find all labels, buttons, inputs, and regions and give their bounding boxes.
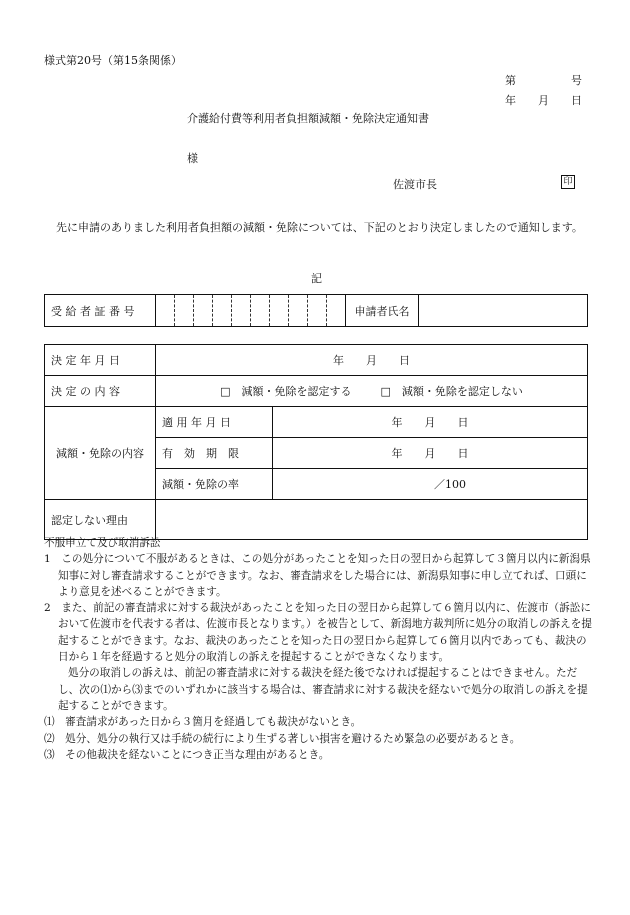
body-text: 先に申請のありました利用者負担額の減額・免除については、下記のとおり決定しましたので通知します。 xyxy=(56,221,583,234)
recipient-id-digit[interactable] xyxy=(232,295,251,327)
document-title: 介護給付費等利用者負担額減額・免除決定通知書 xyxy=(187,112,429,125)
recipient-id-digit[interactable] xyxy=(289,295,308,327)
rate-value[interactable]: ／100 xyxy=(273,469,588,500)
appeal-notice xyxy=(44,535,592,763)
form-number: 様式第20号（第15条関係） xyxy=(44,54,182,67)
applicant-name-field[interactable] xyxy=(419,295,588,327)
valid-period-value[interactable]: 年 月 日 xyxy=(273,438,588,469)
notice-sub-2: ⑵ 処分、処分の執行又は手続の続行により生ずる著しい損害を避けるため緊急の必要があるとき。 xyxy=(44,732,521,745)
decision-content-label: 決 定 の 内 容 xyxy=(45,376,156,407)
notice-sub-1: ⑴ 審査請求があった日から３箇月を経過しても裁決がないとき。 xyxy=(44,716,362,729)
recipient-id-digit[interactable] xyxy=(156,295,175,327)
recipient-id-label: 受 給 者 証 番 号 xyxy=(45,295,156,327)
recipient-id-digit[interactable] xyxy=(308,295,327,327)
rate-label: 減額・免除の率 xyxy=(156,469,273,500)
ki-heading: 記 xyxy=(311,272,322,285)
decision-date-label: 決 定 年 月 日 xyxy=(45,345,156,376)
decision-content-options xyxy=(156,376,588,407)
valid-period-label: 有 効 期 限 xyxy=(156,438,273,469)
recipient-id-digit[interactable] xyxy=(213,295,232,327)
recipient-id-digit[interactable] xyxy=(270,295,289,327)
decision-table xyxy=(44,344,588,540)
reason-label: 認定しない理由 xyxy=(45,500,156,540)
notice-item-1: 1 この処分について不服があるときは、この処分があったことを知った日の翌日から起算して３箇月以内に新潟県知事に対し審査請求することができます。なお、審査請求をした場合には、新潟県知事に申し立てれば、口頭により意見を述べることができます。 xyxy=(44,553,591,598)
recipient-id-digit[interactable] xyxy=(175,295,194,327)
recipient-id-digit[interactable] xyxy=(194,295,213,327)
notice-sub-3: ⑶ その他裁決を経ないことにつき正当な理由があるとき。 xyxy=(44,748,330,761)
applicant-name-label: 申請者氏名 xyxy=(346,295,419,327)
deny-checkbox[interactable]: □ 減額・免除を認定しない xyxy=(380,385,523,398)
reason-field[interactable] xyxy=(156,500,588,540)
issue-date: 年 月 日 xyxy=(505,94,582,107)
recipient-table xyxy=(44,294,588,327)
decision-date-value[interactable]: 年 月 日 xyxy=(156,345,588,376)
reduction-content-label: 減額・免除の内容 xyxy=(45,407,156,500)
recipient-id-digit[interactable] xyxy=(251,295,270,327)
apply-date-label: 適 用 年 月 日 xyxy=(156,407,273,438)
notice-paragraph: 処分の取消しの訴えは、前記の審査請求に対する裁決を経た後でなければ提起することはできません。ただし、次の⑴から⑶までのいずれかに該当する場合は、審査請求に対する裁決を経ないで処分の取消しの訴えを提起することができます。 xyxy=(58,667,588,712)
approve-checkbox[interactable]: □ 減額・免除を認定する xyxy=(220,385,352,398)
issuer-name: 佐渡市長 xyxy=(393,178,437,191)
seal-mark: 印 xyxy=(561,175,575,189)
addressee-suffix: 様 xyxy=(187,152,198,165)
apply-date-value[interactable]: 年 月 日 xyxy=(273,407,588,438)
notice-heading: 不服申立て及び取消訴訟 xyxy=(44,537,161,549)
document-number: 第 号 xyxy=(505,74,582,87)
notice-item-2: 2 また、前記の審査請求に対する裁決があったことを知った日の翌日から起算して６箇月以内に、佐渡市（訴訟において佐渡市を代表する者は、佐渡市長となります。）を被告として、新潟地方裁判所に処分の取消しの訴えを提起することができます。なお、裁決のあったことを知った日の翌日から起算して６箇月以内であっても、裁決の日から１年を経過すると処分の取消しの訴えを提起することができなくなります。 xyxy=(44,602,592,664)
recipient-id-digit[interactable] xyxy=(327,295,346,327)
